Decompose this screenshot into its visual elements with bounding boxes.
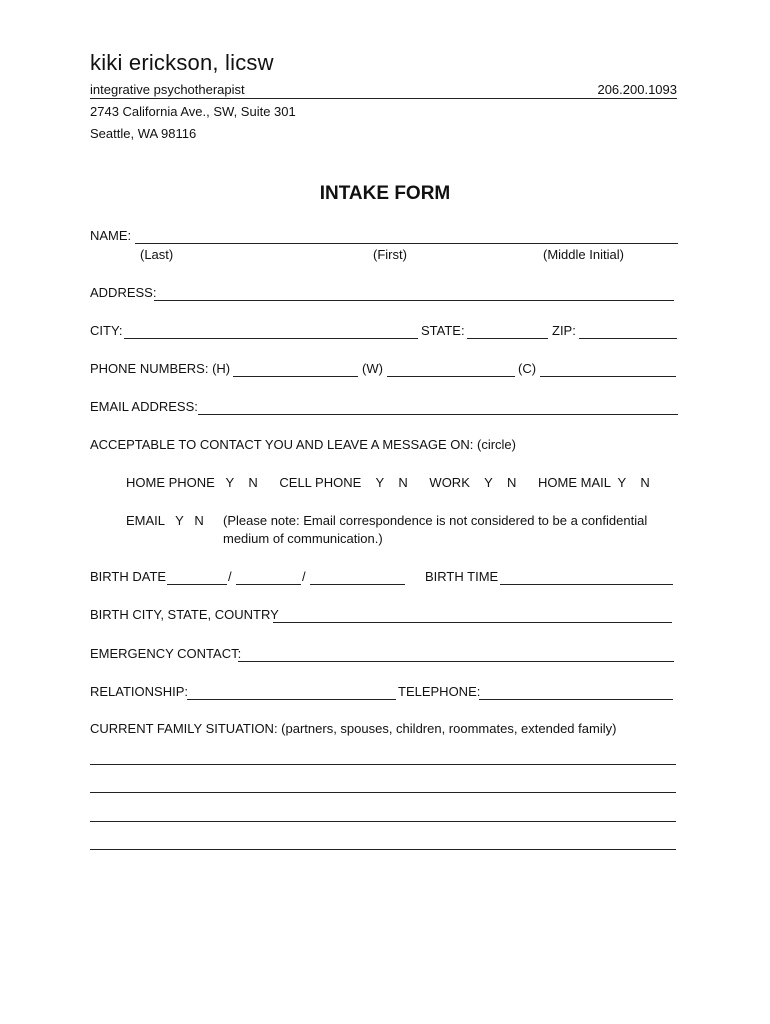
name-label: NAME: xyxy=(90,228,132,243)
birth-date-label: BIRTH DATE xyxy=(90,569,167,584)
phone-home-label: PHONE NUMBERS: (H) xyxy=(90,361,231,376)
relationship-label: RELATIONSHIP: xyxy=(90,684,189,699)
emergency-contact-field[interactable] xyxy=(238,661,674,662)
zip-label: ZIP: xyxy=(552,323,576,338)
family-situation-line-1[interactable] xyxy=(90,764,676,765)
address-line-1: 2743 California Ave., SW, Suite 301 xyxy=(90,104,296,119)
emergency-contact-label: EMERGENCY CONTACT: xyxy=(90,646,242,661)
practitioner-phone: 206.200.1093 xyxy=(597,82,677,97)
email-confidentiality-note xyxy=(223,512,647,548)
birth-year-field[interactable] xyxy=(310,584,405,585)
address-field[interactable] xyxy=(154,300,674,301)
practitioner-name: kiki erickson, licsw xyxy=(90,50,274,75)
city-label: CITY: xyxy=(90,323,123,338)
email-field[interactable] xyxy=(198,414,678,415)
address-line-2: Seattle, WA 98116 xyxy=(90,126,197,141)
note-line-2: medium of communication.) xyxy=(223,531,383,546)
family-situation-line-4[interactable] xyxy=(90,849,676,850)
zip-field[interactable] xyxy=(579,338,677,339)
relationship-field[interactable] xyxy=(187,699,396,700)
family-situation-label: CURRENT FAMILY SITUATION: (partners, spouses, children, roommates, extended family) xyxy=(90,721,617,736)
email-label: EMAIL ADDRESS: xyxy=(90,399,198,414)
state-label: STATE: xyxy=(421,323,465,338)
name-last-caption: (Last) xyxy=(140,247,174,262)
birth-date-separator-2: / xyxy=(302,569,306,584)
birth-place-label: BIRTH CITY, STATE, COUNTRY xyxy=(90,607,279,622)
state-field[interactable] xyxy=(467,338,548,339)
city-field[interactable] xyxy=(124,338,418,339)
address-label: ADDRESS: xyxy=(90,285,157,300)
telephone-label: TELEPHONE: xyxy=(398,684,481,699)
birth-time-label: BIRTH TIME xyxy=(425,569,499,584)
family-situation-line-2[interactable] xyxy=(90,792,676,793)
phone-home-field[interactable] xyxy=(233,376,358,377)
family-situation-line-3[interactable] xyxy=(90,821,676,822)
name-field[interactable] xyxy=(135,243,678,244)
form-title: INTAKE FORM xyxy=(319,183,451,204)
phone-cell-label: (C) xyxy=(518,361,537,376)
contact-options-row[interactable]: HOME PHONE Y N CELL PHONE Y N WORK Y N HOME MAIL Y N xyxy=(126,475,650,490)
name-middle-caption: (Middle Initial) xyxy=(543,247,624,262)
birth-date-separator-1: / xyxy=(228,569,232,584)
note-line-1: (Please note: Email correspondence is not considered to be a confidential xyxy=(223,513,648,528)
birth-day-field[interactable] xyxy=(236,584,301,585)
name-first-caption: (First) xyxy=(373,247,407,262)
birth-time-field[interactable] xyxy=(500,584,673,585)
phone-cell-field[interactable] xyxy=(540,376,676,377)
contact-email-option[interactable]: EMAIL Y N xyxy=(126,513,204,528)
phone-work-label: (W) xyxy=(362,361,383,376)
birth-place-field[interactable] xyxy=(273,622,672,623)
birth-month-field[interactable] xyxy=(167,584,227,585)
practitioner-title: integrative psychotherapist xyxy=(90,82,245,97)
telephone-field[interactable] xyxy=(479,699,673,700)
contact-preference-heading: ACCEPTABLE TO CONTACT YOU AND LEAVE A MESSAGE ON: (circle) xyxy=(90,437,516,452)
phone-work-field[interactable] xyxy=(387,376,515,377)
header-rule xyxy=(90,82,677,99)
